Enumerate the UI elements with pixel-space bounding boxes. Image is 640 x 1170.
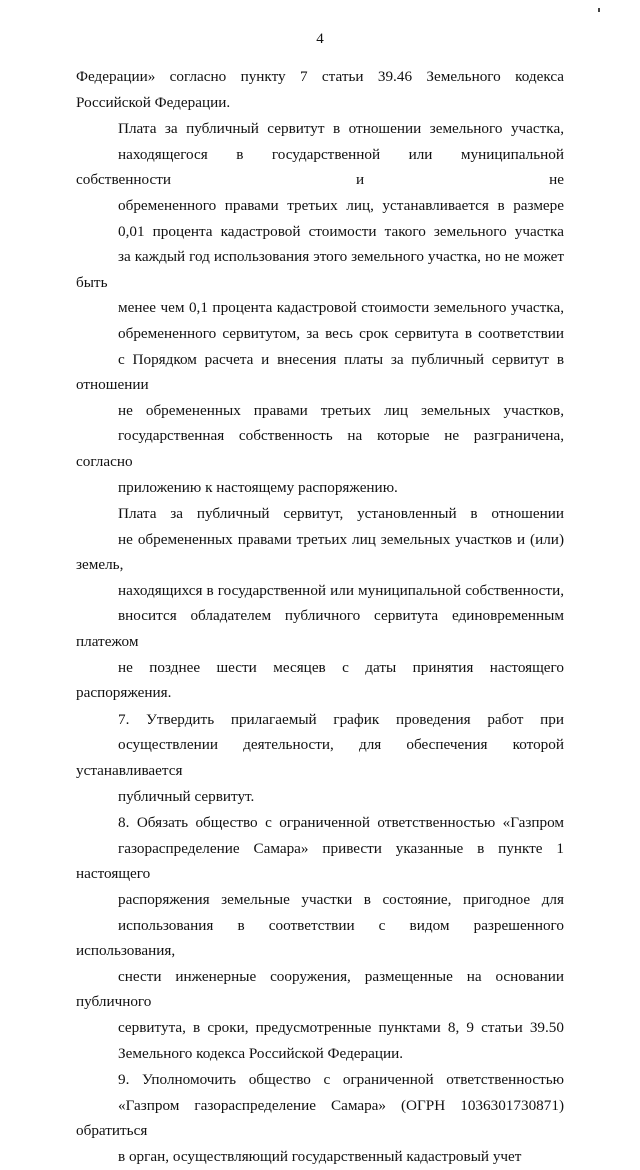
- paragraph: [76, 116, 564, 500]
- text-line: 9. Уполномочить общество с ограниченной ответственностью: [118, 1071, 564, 1089]
- text-line: не обремененных правами третьих лиц земельных участков и (или) земель,: [76, 530, 564, 574]
- text-line: не позднее шести месяцев с даты принятия настоящего распоряжения.: [76, 658, 564, 702]
- text-line: государственная собственность на которые не разграничена, согласно: [76, 427, 564, 470]
- page-number: 4: [316, 31, 324, 47]
- text-line: 8. Обязать общество с ограниченной ответственностью «Газпром: [118, 814, 564, 832]
- text-line: не обремененных правами третьих лиц земельных участков,: [118, 401, 564, 419]
- text-line: менее чем 0,1 процента кадастровой стоимости земельного участка,: [118, 299, 564, 317]
- text-line: снести инженерные сооружения, размещенные на основании публичного: [76, 967, 564, 1011]
- text-line: «Газпром газораспределение Самара» (ОГРН 1036301730871) обратиться: [76, 1096, 564, 1140]
- paragraph: [76, 64, 564, 115]
- text-line: с Порядком расчета и внесения платы за публичный сервитут в отношении: [76, 350, 564, 394]
- text-line: сервитута, в сроки, предусмотренные пунктами 8, 9 статьи 39.50: [118, 1018, 564, 1036]
- text-line: публичный сервитут.: [118, 787, 255, 805]
- paragraph: [76, 501, 564, 706]
- text-line: 0,01 процента кадастровой стоимости такого земельного участка: [118, 222, 564, 240]
- paragraph: [76, 810, 564, 1066]
- text-line: Российской Федерации.: [76, 93, 231, 111]
- text-line: распоряжения земельные участки в состояние, пригодное для: [118, 891, 564, 908]
- text-line: Федерации» согласно пункту 7 статьи 39.46 Земельного кодекса: [76, 68, 564, 85]
- text-line: газораспределение Самара» привести указанные в пункте 1 настоящего: [76, 839, 564, 883]
- text-line: использования в соответствии с видом разрешенного использования,: [76, 916, 564, 960]
- text-line: в орган, осуществляющий государственный кадастровый учет: [118, 1147, 522, 1165]
- text-line: Плата за публичный сервитут, установленный в отношении: [118, 505, 564, 523]
- text-line: за каждый год использования этого земельного участка, но не может быть: [76, 248, 564, 291]
- text-line: находящихся в государственной или муниципальной собственности,: [118, 581, 564, 599]
- text-line: обремененного сервитутом, за весь срок сервитута в соответствии: [118, 324, 564, 342]
- scan-mark: [598, 8, 600, 12]
- text-line: приложению к настоящему распоряжению.: [118, 478, 398, 496]
- text-line: находящегося в государственной или муниципальной собственности и не: [76, 145, 564, 189]
- text-line: Земельного кодекса Российской Федерации.: [118, 1044, 404, 1062]
- text-line: обремененного правами третьих лиц, устанавливается в размере: [118, 196, 564, 214]
- paragraph: [76, 1067, 564, 1169]
- text-line: осуществлении деятельности, для обеспечения которой устанавливается: [76, 736, 564, 780]
- text-line: вносится обладателем публичного сервитута единовременным платежом: [76, 607, 564, 651]
- text-line: 7. Утвердить прилагаемый график проведения работ при: [118, 710, 564, 728]
- document-body: [76, 64, 564, 1170]
- paragraph: [76, 707, 564, 809]
- text-line: Плата за публичный сервитут в отношении земельного участка,: [118, 120, 564, 138]
